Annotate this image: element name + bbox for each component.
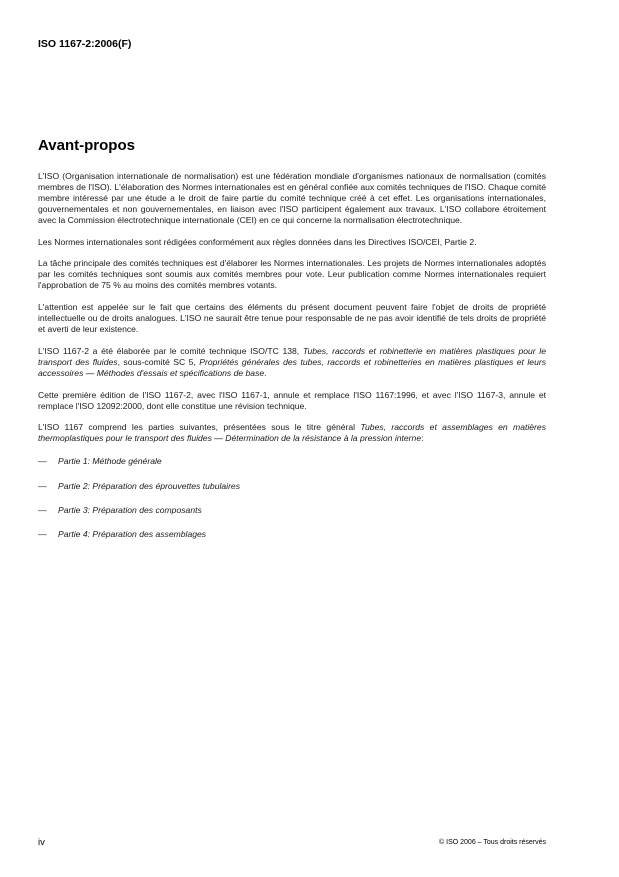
paragraph-prepared-by-text-3: . xyxy=(264,367,267,378)
page-number: iv xyxy=(38,837,45,848)
document-identifier: ISO 1167-2:2006(F) xyxy=(38,38,132,50)
list-item xyxy=(38,529,546,540)
paragraph-parts-intro-text-2: : xyxy=(421,433,424,444)
paragraph-iso-organisation: L'ISO (Organisation internationale de normalisation) est une fédération mondiale d'organismes nationaux de normalisation (comités membres de l'ISO). L'élaboration des Normes internationales est en général confiée aux comités techniques de l'ISO. Chaque comité membre intéressé par une étude a le droit de faire partie du comité technique créé à cet effet. Les organisations internationales, gouvernementales et non gouvernementales, en liaison avec l'ISO participent également aux travaux. L'ISO collabore étroitement avec la Commission électrotechnique internationale (CEI) en ce qui concerne la normalisation électrotechnique. xyxy=(38,171,546,225)
list-item-text: Partie 4: Préparation des assemblages xyxy=(58,529,207,540)
committee-title: Tubes, raccords et robinetterie en matières plastiques pour le transport des fluides xyxy=(38,345,546,367)
subcommittee-title: Propriétés générales des tubes, raccords et robinetteries en matières plastiques et leurs accessoires — Méthodes d'essais et spécifications de base xyxy=(38,356,547,378)
foreword-body xyxy=(38,171,546,554)
paragraph-prepared-by-text-2: , sous-comité SC 5, xyxy=(117,356,200,367)
list-dash: — xyxy=(38,456,47,467)
list-item xyxy=(38,456,546,467)
copyright-notice: © ISO 2006 – Tous droits réservés xyxy=(439,839,546,846)
section-title: Avant-propos xyxy=(38,137,135,154)
paragraph-prepared-by xyxy=(38,346,546,379)
paragraph-parts-intro-text-1: L'ISO 1167 comprend les parties suivantes, présentées sous le titre général xyxy=(38,422,361,433)
list-item xyxy=(38,505,546,516)
list-dash: — xyxy=(38,529,47,540)
paragraph-patent-rights: L'attention est appelée sur le fait que certains des éléments du présent document peuvent faire l'objet de droits de propriété intellectuelle ou de droits analogues. L'ISO ne saurait être tenue pour responsable de ne pas avoir identifié de tels droits de propriété et averti de leur existence. xyxy=(38,302,546,334)
paragraph-technical-committees: La tâche principale des comités techniques est d'élaborer les Normes internationales. Les projets de Normes internationales adoptés par les comités techniques sont soumis aux comités membres pour vote. Leur publication comme Normes internationales requiert l'approbation de 75 % au moins des comités membres votants. xyxy=(38,258,546,291)
list-item-text: Partie 1: Méthode générale xyxy=(58,456,162,467)
paragraph-prepared-by-text-1: L'ISO 1167-2 a été élaborée par le comité technique ISO/TC 138, xyxy=(38,345,303,356)
paragraph-parts-intro xyxy=(38,422,546,444)
general-title: Tubes, raccords et assemblages en matières thermoplastiques pour le transport des fluides — Détermination de la résistance à la pression interne xyxy=(38,422,546,444)
list-dash: — xyxy=(38,505,47,516)
list-item-text: Partie 2: Préparation des éprouvettes tubulaires xyxy=(58,480,241,491)
paragraph-edition: Cette première édition de l'ISO 1167-2, avec l'ISO 1167-1, annule et remplace l'ISO 1167:1996, et avec l'ISO 1167-3, annule et remplace l'ISO 12092:2000, dont elle constitue une révision technique. xyxy=(38,389,546,411)
parts-list xyxy=(38,456,546,540)
paragraph-directives: Les Normes internationales sont rédigées conformément aux règles données dans les Directives ISO/CEI, Partie 2. xyxy=(38,236,477,247)
list-dash: — xyxy=(38,480,47,491)
list-item xyxy=(38,481,546,492)
list-item-text: Partie 3: Préparation des composants xyxy=(58,505,202,516)
